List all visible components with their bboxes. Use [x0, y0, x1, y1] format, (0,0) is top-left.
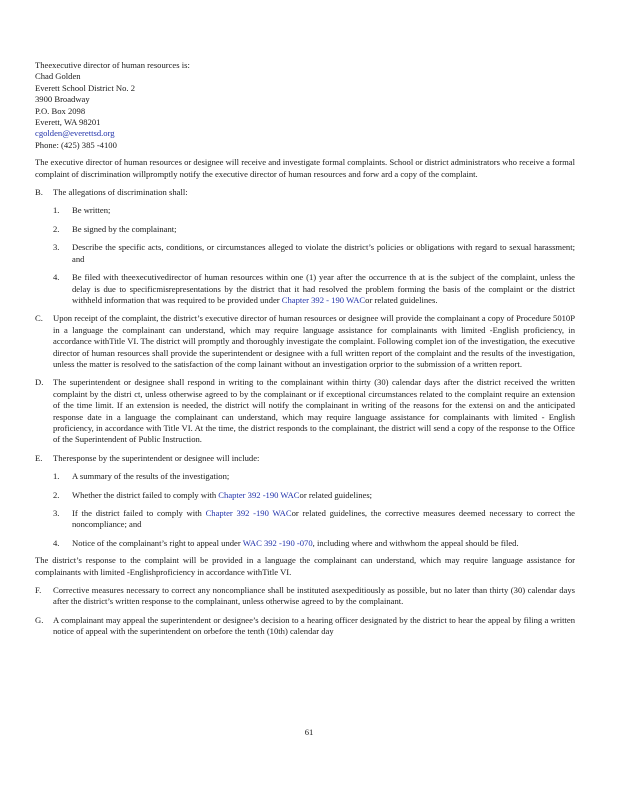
contact-pobox: P.O. Box 2098 — [35, 105, 86, 116]
list-item: 3. Describe the specific acts, conditions, or circumstances alleged to violate the district’s policies or obligations with regard to sexual harassment; and — [53, 242, 575, 264]
section-b-label: B. — [35, 187, 43, 198]
section-d-label: D. — [35, 377, 44, 388]
section-b-list — [35, 205, 575, 306]
list-item: 3. If the district failed to comply with Chapter 392 -190 WACor related guidelines, the corrective measures deemed necessary to correct the noncompliance; and — [53, 508, 575, 530]
section-f-text: Corrective measures necessary to correct any noncompliance shall be instituted asexpeditiously as possible, but no later than thirty (30) calendar days after the district’s written response to the complainant, unless otherwise agreed to by the complainant. — [53, 585, 575, 607]
section-d-text: The superintendent or designee shall respond in writing to the complainant within thirty (30) calendar days after the district received the written complaint by the distri ct, unless otherwise agreed to by the complainant or if exceptional circumstances related to the complaint require an extension of the time limit. If an extension is needed, the district will notify the complainant in writing of the reasons for the extensi on and the anticipated response date in a language the complainant can understand, which may require language assistance for complainants with limited - English proficiency, in accordance with Title VI. At the time, the district responds to the complainant, the district will send a copy of the response to the Office of the Superintendent of Public Instruction. — [53, 377, 575, 445]
section-g-text: A complainant may appeal the superintendent or designee’s decision to a hearing officer designated by the district to hear the appeal by filing a written notice of appeal with the superintendent on orbefore the tenth (10th) calendar day — [53, 614, 575, 637]
section-c — [35, 313, 575, 370]
wac-section-link[interactable]: WAC 392 -190 -070 — [242, 537, 313, 548]
section-g-label: G. — [35, 614, 44, 625]
section-e-text: Theresponse by the superintendent or designee will include: — [53, 452, 260, 463]
section-b-text: The allegations of discrimination shall: — [53, 187, 188, 198]
wac-chapter-link[interactable]: Chapter 392 - 190 WAC — [281, 294, 366, 305]
section-d — [35, 377, 575, 445]
section-f — [35, 585, 575, 608]
section-e-list — [35, 471, 575, 549]
page-number: 61 — [304, 727, 314, 737]
section-c-text: Upon receipt of the complaint, the district’s executive director of human resources or designee will provide the complainant a copy of Procedure 5010P in a language the complainant can understand, which may require language assistance for complainants with limited -English proficiency, in accordance withTitle VI. The district will promptly and thoroughly investigate the complaint. Following complet ion of the investigation, the executive director of human resources shall provide the superintendent or designee with a full written report of the complaint and the results of the investigation, unless the matter is resolved to the satisfaction of the comp lainant without an investigation orprior to the submission of a written report. — [53, 313, 575, 369]
section-e-label: E. — [35, 452, 43, 463]
contact-phone: Phone: (425) 385 -4100 — [35, 139, 117, 150]
contact-name: Chad Golden — [35, 71, 81, 82]
list-item: 2. Whether the district failed to comply with Chapter 392 -190 WACor related guidelines; — [53, 489, 373, 500]
wac-chapter-link[interactable]: Chapter 392 -190 WAC — [205, 508, 292, 518]
wac-chapter-link[interactable]: Chapter 392 -190 WAC — [218, 489, 300, 500]
list-item: 4. Be filed with theexecutivedirector of human resources within one (1) year after the occurrence th at is the subject of the complaint, unless the delay is due to specificmisrepresentations by the district that it had resolved the problem forming the basis of the complaint or the district withheld information that was required to be provided under Chapter 392 - 190 WACor related guidelines. — [53, 272, 575, 305]
contact-intro: Theexecutive director of human resources is: — [35, 60, 190, 70]
contact-city: Everett, WA 98201 — [35, 117, 101, 128]
contact-street: 3900 Broadway — [35, 94, 90, 105]
list-item: 4. Notice of the complainant’s right to appeal under WAC 392 -190 -070, including where and withwhom the appeal should be filed. — [53, 537, 519, 548]
section-b — [35, 187, 575, 198]
response-paragraph: The district’s response to the complaint will be provided in a language the complainant can understand, which may require language assistance for complainants with limited -Englishproficiency in accordance withTitle VI. — [35, 555, 575, 577]
contact-org: Everett School District No. 2 — [35, 82, 136, 93]
contact-email-link[interactable]: cgolden@everettsd.org — [35, 128, 115, 139]
contact-block — [35, 60, 575, 151]
document-page — [35, 60, 575, 638]
section-g — [35, 615, 575, 638]
list-item: 1. Be written; — [53, 205, 111, 216]
section-e — [35, 453, 575, 464]
list-item: 2. Be signed by the complainant; — [53, 223, 177, 234]
list-item: 1. A summary of the results of the investigation; — [53, 471, 230, 482]
intro-paragraph: The executive director of human resources or designee will receive and investigate formal complaints. School or district administrators who receive a formal complaint of discrimination willpromptly notify the executive director of human resources and forw ard a copy of the complaint. — [35, 157, 575, 179]
section-f-label: F. — [35, 585, 42, 596]
section-c-label: C. — [35, 313, 43, 324]
